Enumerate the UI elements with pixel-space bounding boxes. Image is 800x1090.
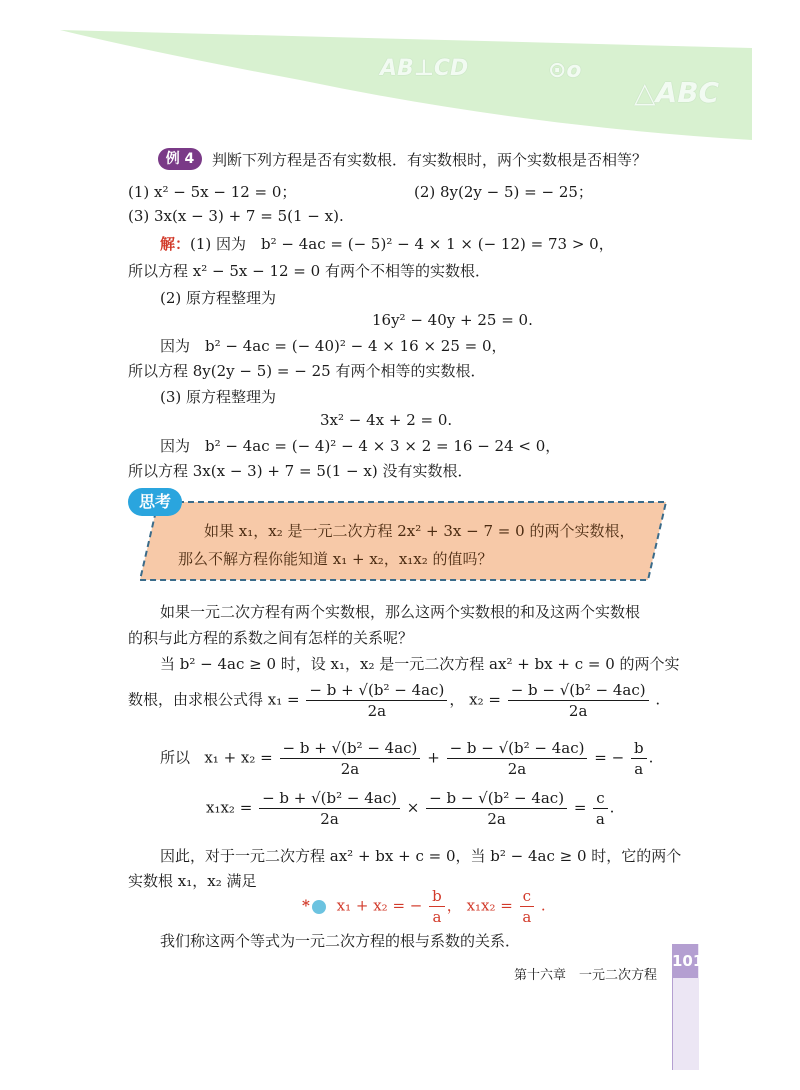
header-deco-circle: ⊙o xyxy=(548,58,582,83)
root-plus-fraction: $\frac{\text{− b + √(b² − 4ac)}}{2a}$ xyxy=(306,680,447,721)
star-marker: * xyxy=(302,896,310,915)
paragraph-4: 我们称这两个等式为一元二次方程的根与系数的关系． xyxy=(160,932,521,950)
x1-lhs: x₁ = xyxy=(267,690,300,709)
product-fraction-1: $\frac{\text{− b + √(b² − 4ac)}}{2a}$ xyxy=(259,788,400,829)
think-line-2: 那么不解方程你能知道 x₁ + x₂，x₁x₂ 的值吗？ xyxy=(178,550,493,568)
solution-line-7: (3) 原方程整理为 xyxy=(160,388,277,406)
sum-result-fraction: $\frac{b}{a}$ xyxy=(631,738,647,779)
solution-line-10: 所以方程 3x(x − 3) + 7 = 5(1 − x) 没有实数根． xyxy=(128,462,473,480)
paragraph-2-line-2: 数根，由求根公式得 xyxy=(128,690,264,709)
so-label: 所以 xyxy=(160,748,191,767)
solution-text-1: (1) 因为 b² − 4ac = (− 5)² − 4 × 1 × (− 12) = 73 > 0， xyxy=(190,235,614,253)
header-deco-perpendicular: AB⊥CD xyxy=(380,56,469,81)
example-badge: 例 4 xyxy=(158,148,202,170)
think-line-1: 如果 x₁，x₂ 是一元二次方程 2x² + 3x − 7 = 0 的两个实数根， xyxy=(204,522,635,540)
example-item-3: (3) 3x(x − 3) + 7 = 5(1 − x). xyxy=(128,207,344,225)
x2-lhs: x₂ = xyxy=(469,690,501,709)
example-item-1: (1) x² − 5x − 12 = 0； xyxy=(128,183,297,201)
solution-line-1 xyxy=(160,233,614,254)
solution-line-3: (2) 原方程整理为 xyxy=(160,289,277,307)
solution-line-6: 所以方程 8y(2y − 5) = − 25 有两个相等的实数根． xyxy=(128,362,486,380)
header-deco-triangle: △ABC xyxy=(634,76,720,109)
think-box xyxy=(128,488,678,588)
think-label: 思考 xyxy=(128,488,182,516)
paragraph-1-line-1: 如果一元二次方程有两个实数根，那么这两个实数根的和及这两个实数根 xyxy=(160,603,641,621)
solution-equation-2: 3x² − 4x + 2 = 0. xyxy=(320,411,453,429)
page-number: 101 xyxy=(672,944,698,978)
paragraph-2-line-1: 当 b² − 4ac ≥ 0 时，设 x₁，x₂ 是一元二次方程 ax² + bx + c = 0 的两个实 xyxy=(160,655,680,673)
solution-equation-1: 16y² − 40y + 25 = 0. xyxy=(372,311,533,329)
solution-line-9: 因为 b² − 4ac = (− 4)² − 4 × 3 × 2 = 16 − 24 < 0， xyxy=(160,437,561,455)
sum-formula-line: 所以 x₁ + x₂ = $\frac{\text{− b + √(b² − 4ac)}}{2a}$ + $\frac{\text{− b − √(b² − 4ac)}}{2a}$ = − $\frac{b}{a}$ . xyxy=(160,739,654,778)
product-fraction-2: $\frac{\text{− b − √(b² − 4ac)}}{2a}$ xyxy=(426,788,567,829)
root-formula-line: 数根，由求根公式得 x₁ = $\frac{\text{− b + √(b² − 4ac)}}{2a}$ ， x₂ = $\frac{\text{− b − √(b² − 4ac)}}{2a}$ . xyxy=(128,681,661,720)
paragraph-3-line-2: 实数根 x₁，x₂ 满足 xyxy=(128,872,257,890)
key-product-fraction: $\frac{c}{a}$ xyxy=(520,886,534,927)
solution-line-5: 因为 b² − 4ac = (− 40)² − 4 × 16 × 25 = 0， xyxy=(160,337,507,355)
example-question: 判断下列方程是否有实数根．有实数根时，两个实数根是否相等？ xyxy=(212,151,648,169)
product-result-fraction: $\frac{c}{a}$ xyxy=(593,788,607,829)
sum-fraction-2: $\frac{\text{− b − √(b² − 4ac)}}{2a}$ xyxy=(447,738,588,779)
product-formula-line: x₁x₂ = $\frac{\text{− b + √(b² − 4ac)}}{2a}$ × $\frac{\text{− b − √(b² − 4ac)}}{2a}$ = $\frac{c}{a}$ . xyxy=(206,789,615,828)
sum-fraction-1: $\frac{\text{− b + √(b² − 4ac)}}{2a}$ xyxy=(280,738,421,779)
key-sum-fraction: $\frac{b}{a}$ xyxy=(429,886,445,927)
key-bullet-icon xyxy=(312,900,326,914)
solution-line-2: 所以方程 x² − 5x − 12 = 0 有两个不相等的实数根． xyxy=(128,262,490,280)
root-minus-fraction: $\frac{\text{− b − √(b² − 4ac)}}{2a}$ xyxy=(508,680,649,721)
chapter-title: 第十六章 一元二次方程 xyxy=(514,968,658,983)
key-relation-line: * x₁ + x₂ = − $\frac{b}{a}$ ， x₁x₂ = $\frac{c}{a}$ . xyxy=(302,887,546,926)
paragraph-3-line-1: 因此，对于一元二次方程 ax² + bx + c = 0，当 b² − 4ac ≥ 0 时，它的两个 xyxy=(160,847,682,865)
solution-label: 解： xyxy=(160,235,191,253)
example-item-2: (2) 8y(2y − 5) = − 25； xyxy=(414,183,593,201)
paragraph-1-line-2: 的积与此方程的系数之间有怎样的关系呢？ xyxy=(128,629,414,647)
